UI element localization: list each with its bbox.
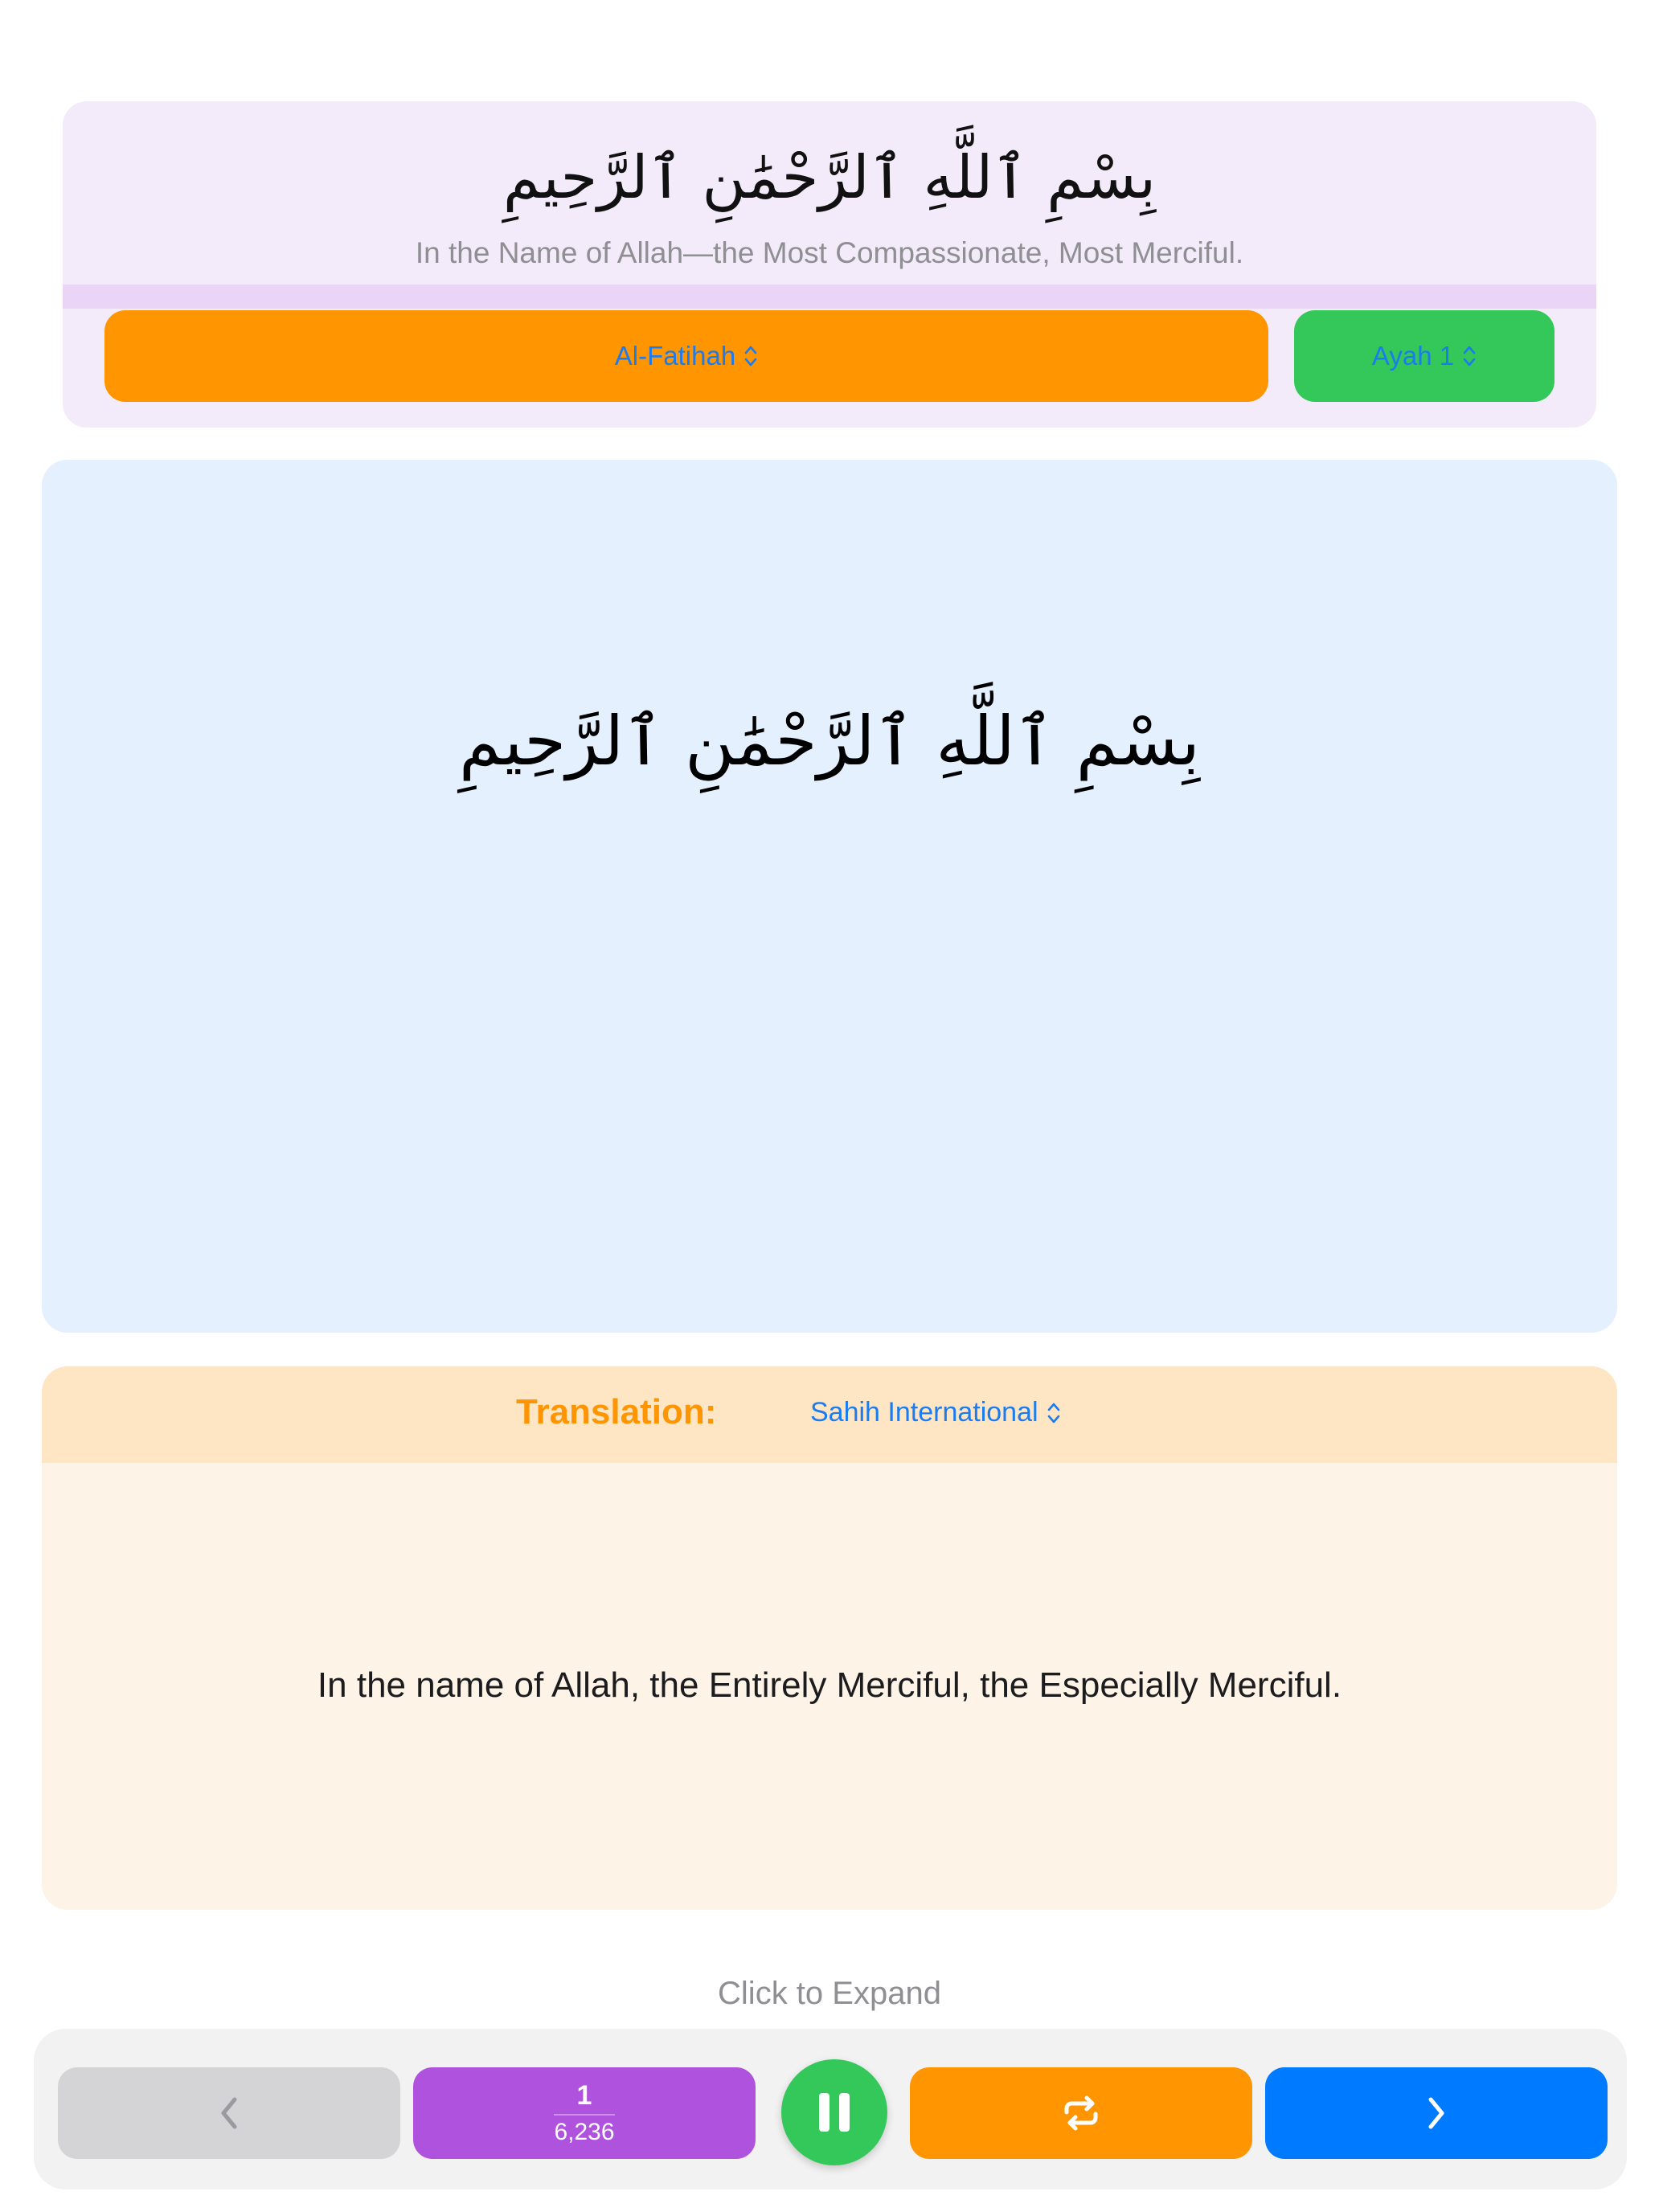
translation-panel [42, 1366, 1617, 1910]
translation-label: Translation: [516, 1392, 717, 1432]
header-arabic-text: بِسْمِ ٱللَّهِ ٱلرَّحْمَٰنِ ٱلرَّحِيمِ [502, 143, 1157, 212]
counter-current: 1 [576, 2080, 592, 2111]
ayah-arabic-text: بِسْمِ ٱللَّهِ ٱلرَّحْمَٰنِ ٱلرَّحِيمِ [459, 702, 1200, 780]
expand-button[interactable]: Click to Expand [718, 1976, 941, 2011]
previous-button[interactable] [58, 2067, 400, 2159]
ayah-display [42, 460, 1617, 1333]
next-button[interactable] [1265, 2067, 1608, 2159]
chevron-up-down-icon [1047, 1401, 1061, 1425]
playback-control-bar [34, 2029, 1627, 2189]
ayah-selector-label: Ayah 1 [1371, 341, 1455, 371]
counter-total: 6,236 [554, 2119, 615, 2145]
chevron-right-icon [1423, 2093, 1450, 2133]
surah-selector-label: Al-Fatihah [614, 341, 736, 371]
ayah-selector[interactable] [1294, 310, 1555, 402]
header-subtitle: In the Name of Allah—the Most Compassionate, Most Merciful. [415, 236, 1244, 269]
header-divider [63, 285, 1596, 309]
chevron-left-icon [215, 2093, 243, 2133]
pause-icon [814, 2090, 854, 2135]
repeat-icon [1060, 2095, 1102, 2132]
chevron-up-down-icon [1462, 344, 1477, 368]
pause-button[interactable] [781, 2059, 887, 2165]
translator-selector[interactable] [810, 1397, 1061, 1428]
repeat-button[interactable] [910, 2067, 1252, 2159]
counter-divider [554, 2114, 615, 2116]
surah-selector[interactable] [104, 310, 1268, 402]
translation-text: In the name of Allah, the Entirely Merciful, the Especially Merciful. [317, 1665, 1342, 1705]
translator-selector-label: Sahih International [810, 1397, 1038, 1428]
ayah-counter[interactable] [413, 2067, 756, 2159]
chevron-up-down-icon [743, 344, 758, 368]
header-card [63, 101, 1596, 428]
